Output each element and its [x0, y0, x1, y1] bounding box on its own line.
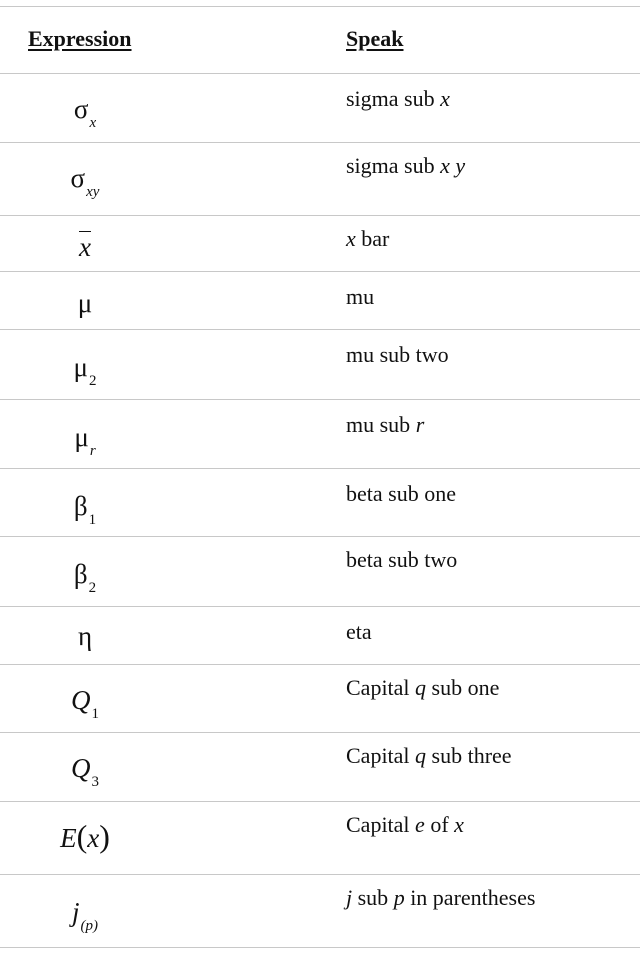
- expression-cell: [0, 623, 170, 650]
- speak-cell: [346, 286, 374, 308]
- expression-cell: [0, 234, 170, 261]
- speak-cell: [346, 621, 372, 643]
- speak-text: sub one: [426, 675, 500, 700]
- expression-cell: [0, 422, 170, 459]
- table-row: [0, 665, 640, 732]
- speak-text: sigma sub: [346, 153, 441, 178]
- table-row: [0, 607, 640, 664]
- expression-base: μ: [74, 422, 89, 452]
- expression-cell: [0, 559, 170, 596]
- speak-variable: q: [415, 675, 427, 700]
- table-row: [0, 400, 640, 468]
- speak-variable: x y: [440, 153, 466, 178]
- expression-base: Q: [71, 753, 91, 783]
- expression-cell: [0, 491, 170, 528]
- expression-subscript: x: [89, 115, 97, 131]
- speak-text: Capital: [346, 675, 416, 700]
- speak-cell: [346, 887, 535, 909]
- speak-cell: [346, 549, 457, 571]
- table-row: [0, 537, 640, 606]
- speak-text: sub three: [426, 743, 512, 768]
- speak-cell: [346, 677, 499, 699]
- speak-text: Capital: [346, 743, 416, 768]
- table-row: [0, 875, 640, 947]
- table-row: [0, 733, 640, 801]
- expression-base: j: [71, 897, 80, 927]
- speak-cell: [346, 88, 450, 110]
- expression-base: η: [77, 621, 93, 651]
- speak-cell: [346, 155, 465, 177]
- expression-subscript: 2: [88, 373, 97, 389]
- table-row: [0, 469, 640, 536]
- expression-subscript: 1: [88, 512, 97, 528]
- speak-variable: p: [393, 885, 405, 910]
- expression-cell: [0, 897, 170, 934]
- expression-argument: x: [87, 823, 100, 853]
- table-row: [0, 330, 640, 399]
- speak-text: of: [424, 812, 455, 837]
- speak-cell: [346, 814, 464, 836]
- speak-text: beta sub one: [346, 481, 456, 506]
- speak-cell: [346, 745, 512, 767]
- table-row: [0, 216, 640, 271]
- expression-subscript: r: [89, 443, 96, 459]
- speak-variable: x: [440, 86, 450, 111]
- expression-base: μ: [73, 352, 88, 382]
- table-row: [0, 802, 640, 874]
- speak-text: eta: [346, 619, 372, 644]
- expression-cell: [0, 352, 170, 389]
- expression-base: E: [60, 823, 77, 853]
- expression-cell: [0, 685, 170, 722]
- speak-text: mu: [346, 284, 375, 309]
- expression-subscript: (p): [80, 918, 98, 934]
- expression-cell: [0, 290, 170, 317]
- speak-text: beta sub two: [346, 547, 458, 572]
- speak-text: mu sub: [346, 412, 416, 437]
- expression-base: β: [73, 491, 88, 521]
- speak-cell: [346, 414, 424, 436]
- expression-base: σ: [70, 163, 86, 193]
- speak-cell: [346, 483, 456, 505]
- expression-cell: [0, 163, 170, 200]
- speak-cell: [346, 228, 389, 250]
- table-row: [0, 74, 640, 142]
- open-paren: (: [76, 818, 88, 854]
- speak-text: sigma sub: [346, 86, 441, 111]
- expression-subscript: 3: [91, 774, 99, 790]
- speak-variable: e: [415, 812, 425, 837]
- speak-variable: r: [415, 412, 425, 437]
- expression-base: Q: [71, 685, 91, 715]
- table-bottom-rule: [0, 947, 640, 948]
- speak-text: bar: [355, 226, 390, 251]
- speak-variable: x: [346, 226, 356, 251]
- expression-cell: [0, 94, 170, 131]
- expression-base: β: [73, 559, 88, 589]
- expression-subscript: xy: [86, 184, 100, 200]
- speak-column-header: Speak: [346, 26, 404, 51]
- close-paren: ): [99, 818, 110, 854]
- speak-text: sub: [352, 885, 394, 910]
- expression-subscript: 1: [91, 706, 99, 722]
- speak-text: mu sub two: [346, 342, 449, 367]
- table-row: [0, 143, 640, 215]
- speak-text: Capital: [346, 812, 416, 837]
- expression-base: $\overline{x}$: [79, 232, 91, 262]
- speak-cell: [346, 344, 449, 366]
- expression-column-header: Expression: [28, 26, 132, 51]
- expression-base: σ: [73, 94, 89, 124]
- speak-variable: x: [454, 812, 464, 837]
- table-top-rule: [0, 6, 640, 7]
- expression-cell: [0, 753, 170, 790]
- expression-cell: [0, 820, 170, 852]
- table-row: [0, 272, 640, 329]
- expression-subscript: 2: [88, 580, 97, 596]
- speak-variable: j: [346, 885, 353, 910]
- expression-base: μ: [77, 288, 93, 318]
- speak-variable: q: [415, 743, 427, 768]
- speak-text: in parentheses: [404, 885, 536, 910]
